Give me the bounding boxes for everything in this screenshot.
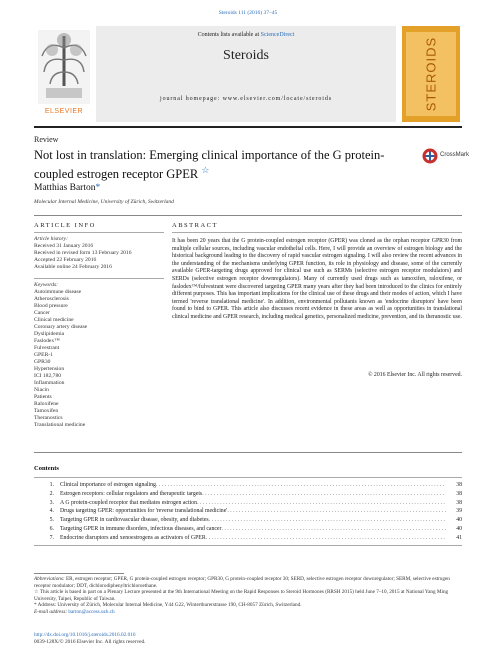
- journal-header: [34, 26, 462, 122]
- author: [34, 183, 100, 193]
- toc-number: 5.: [49, 517, 54, 524]
- divider: [34, 477, 462, 478]
- keyword: Fulvestrant: [34, 345, 60, 351]
- article-title: [34, 148, 414, 182]
- sciencedirect-link[interactable]: ScienceDirect: [260, 32, 295, 38]
- keyword: Cancer: [34, 310, 50, 316]
- toc-number: 2.: [49, 490, 54, 497]
- contents-prefix: Contents lists available at: [197, 32, 261, 38]
- footnote-rule: [34, 573, 124, 574]
- divider: [34, 545, 462, 546]
- toc-page: 40: [456, 517, 462, 524]
- history-item: Available online 24 February 2016: [34, 264, 112, 270]
- toc-leader: [221, 525, 446, 534]
- abstract-heading: ABSTRACT: [172, 222, 218, 229]
- toc-entry[interactable]: [34, 490, 462, 499]
- keywords-label: Keywords:: [34, 282, 59, 288]
- author-name: Matthias Barton: [34, 183, 96, 193]
- article-history: [34, 236, 164, 271]
- affiliation: Molecular Internal Medicine, University of Zürich, Switzerland: [34, 199, 174, 205]
- abstract-copyright: © 2016 Elsevier Inc. All rights reserved.: [368, 372, 462, 378]
- toc-number: 4.: [49, 508, 54, 515]
- contents-availability: [96, 32, 396, 38]
- toc-page: 38: [456, 490, 462, 497]
- table-of-contents: [34, 481, 462, 543]
- bottom-meta: [34, 632, 145, 646]
- header-center: [96, 26, 396, 122]
- toc-number: 3.: [49, 499, 54, 506]
- toc-title: A G protein-coupled receptor that mediates estrogen action: [60, 499, 197, 506]
- journal-cover: [402, 26, 460, 122]
- keyword: Faslodex™: [34, 338, 60, 344]
- article-type: Review: [34, 135, 59, 144]
- toc-title: Endocrine disruptors and xenoestrogens as activators of GPER: [60, 534, 206, 541]
- toc-leader: [197, 499, 446, 508]
- history-item: Received 31 January 2016: [34, 243, 94, 249]
- keyword: Theranostics: [34, 415, 63, 421]
- contents-heading: Contents: [34, 465, 59, 472]
- toc-page: 40: [456, 525, 462, 532]
- toc-entry[interactable]: [34, 534, 462, 543]
- abbreviations-text: ER, estrogen receptor; GPER, G protein-coupled estrogen receptor; GPR30, G protein-coupled receptor 30; SERD, selective estrogen receptor downregulator; SERM, selective estrogen receptor modulator; DDT, dichlorodiphenyltrichloroethane.: [34, 576, 450, 589]
- title-footnote-mark[interactable]: ☆: [201, 165, 210, 175]
- star-footnote: ☆ This article is based in part on a Plenary Lecture presented at the 9th International Meeting on the Rapid Responses to Steroid Hormones (RRSH 2015) held June 7–10, 2015 at National Yang Ming University, Taipei, Republic of Taiwan.: [34, 589, 449, 602]
- keyword: Patients: [34, 394, 52, 400]
- abbreviations-note: [34, 576, 462, 589]
- issn-line: 0039-128X/© 2016 Elsevier Inc. All rights reserved.: [34, 639, 146, 645]
- cover-title: STEROIDS: [423, 36, 439, 112]
- divider: [172, 232, 462, 233]
- footnotes: [34, 576, 462, 616]
- toc-leader: [156, 481, 446, 490]
- keyword: GPER-1: [34, 352, 53, 358]
- keyword: Atherosclerosis: [34, 296, 69, 302]
- toc-entry[interactable]: [34, 525, 462, 534]
- journal-name: Steroids: [223, 48, 269, 63]
- email-link[interactable]: barton@access.uzh.ch: [68, 608, 115, 615]
- article-info-heading: ARTICLE INFO: [34, 222, 96, 229]
- toc-title: Drugs targeting GPER: opportunities for 'reverse translational medicine': [60, 508, 228, 515]
- email-footnote: [34, 609, 462, 616]
- toc-entry[interactable]: [34, 516, 462, 525]
- toc-entry[interactable]: [34, 507, 462, 516]
- toc-number: 7.: [49, 534, 54, 541]
- divider: [34, 452, 462, 453]
- journal-reference[interactable]: Steroids 111 (2016) 37–45: [218, 10, 278, 16]
- toc-entry[interactable]: [34, 481, 462, 490]
- keyword: Hypertension: [34, 366, 65, 372]
- doi-link[interactable]: http://dx.doi.org/10.1016/j.steroids.2016.02.016: [34, 632, 136, 638]
- toc-page: 39: [456, 508, 462, 515]
- abbreviations-label: Abbreviations:: [34, 576, 65, 582]
- keyword: Coronary artery disease: [34, 324, 88, 330]
- title-text: Not lost in translation: Emerging clinical importance of the G protein-coupled estrogen receptor GPER: [34, 148, 385, 182]
- keyword: Raloxifene: [34, 401, 59, 407]
- toc-page: 41: [456, 534, 462, 541]
- history-item: Received in revised form 13 February 2016: [34, 250, 132, 256]
- keyword: Clinical medicine: [34, 317, 74, 323]
- keyword: Tamoxifen: [34, 408, 59, 414]
- journal-homepage[interactable]: journal homepage: www.elsevier.com/locate/steroids: [160, 96, 332, 102]
- toc-title: Targeting GPER in immune disorders, infectious diseases, and cancer: [60, 525, 222, 532]
- keyword: Niacin: [34, 387, 49, 393]
- toc-leader: [209, 516, 446, 525]
- toc-leader: [202, 490, 446, 499]
- toc-leader: [206, 534, 446, 543]
- keyword: ICI 182,780: [34, 373, 62, 379]
- toc-title: Clinical importance of estrogen signaling: [60, 482, 156, 488]
- history-label: Article history:: [34, 236, 69, 242]
- crossmark-label: CrossMark: [440, 152, 470, 158]
- abstract-text: It has been 20 years that the G protein-coupled estrogen receptor (GPER) was cloned as the orphan receptor GPR30 from multiple cellular sources, including vascular endothelial cells. Here, I will provide an overview of estrogen biology and the historical background leading to the discovery of rapid vascular estrogen signaling. I will also review the recent advances in the understanding of the mechanisms underlying GPER function, its role in physiology and disease, some of the currently available GPER-targeting drugs approved for clinical use such as SERMs (selective estrogen receptor modulators) and SERDs (selective estrogen receptor downregulators). Many of currently used drugs such as tamoxifen, raloxifene, or faslodex™/fulvestrant were discovered targeting GPER many years after they had been introduced to the clinics for entirely different purposes. This has important implications for the clinical use of these drugs and their modes of action, which I have termed 'reverse translational medicine'. In addition, environmental pollutants known as 'endocrine disruptors' have been found to bind to GPER. This article also discusses recent evidence in these areas as well as opportunities in translational clinical medicine and GPER research, including medical genetics, personalized medicine, prevention, and its theranostic use.: [172, 238, 462, 320]
- history-item: Accepted 22 February 2016: [34, 257, 97, 263]
- crossmark-badge[interactable]: [422, 148, 470, 164]
- publisher-wordmark: ELSEVIER: [44, 108, 84, 115]
- keyword: Translational medicine: [34, 422, 86, 428]
- divider: [34, 232, 164, 233]
- toc-entry[interactable]: [34, 499, 462, 508]
- keyword: Inflammation: [34, 380, 65, 386]
- toc-page: 38: [456, 482, 462, 488]
- toc-title: Targeting GPER in cardiovascular disease, obesity, and diabetes: [60, 517, 209, 524]
- elsevier-logo: [34, 26, 94, 122]
- keywords: [34, 282, 164, 429]
- keyword: GPR30: [34, 359, 51, 365]
- author-footnote-mark[interactable]: *: [95, 183, 101, 193]
- crossmark-icon: [422, 148, 438, 164]
- divider: [34, 215, 462, 216]
- toc-title: Estrogen receptors: cellular regulators and therapeutic targets: [60, 490, 203, 497]
- toc-leader: [227, 507, 446, 516]
- toc-number: 6.: [49, 525, 54, 532]
- toc-number: 1.: [49, 482, 54, 488]
- email-label: E-mail address:: [34, 608, 68, 615]
- toc-page: 38: [456, 499, 462, 506]
- divider: [34, 278, 164, 279]
- keyword: Autoimmune disease: [34, 289, 82, 295]
- address-footnote: * Address: University of Zürich, Molecular Internal Medicine, Y44 G22, Winterthurerstrasse 190, CH-8057 Zürich, Switzerland.: [34, 602, 302, 609]
- keyword: Blood pressure: [34, 303, 68, 309]
- header-rule: [34, 126, 462, 128]
- keyword: Dyslipidemia: [34, 331, 65, 337]
